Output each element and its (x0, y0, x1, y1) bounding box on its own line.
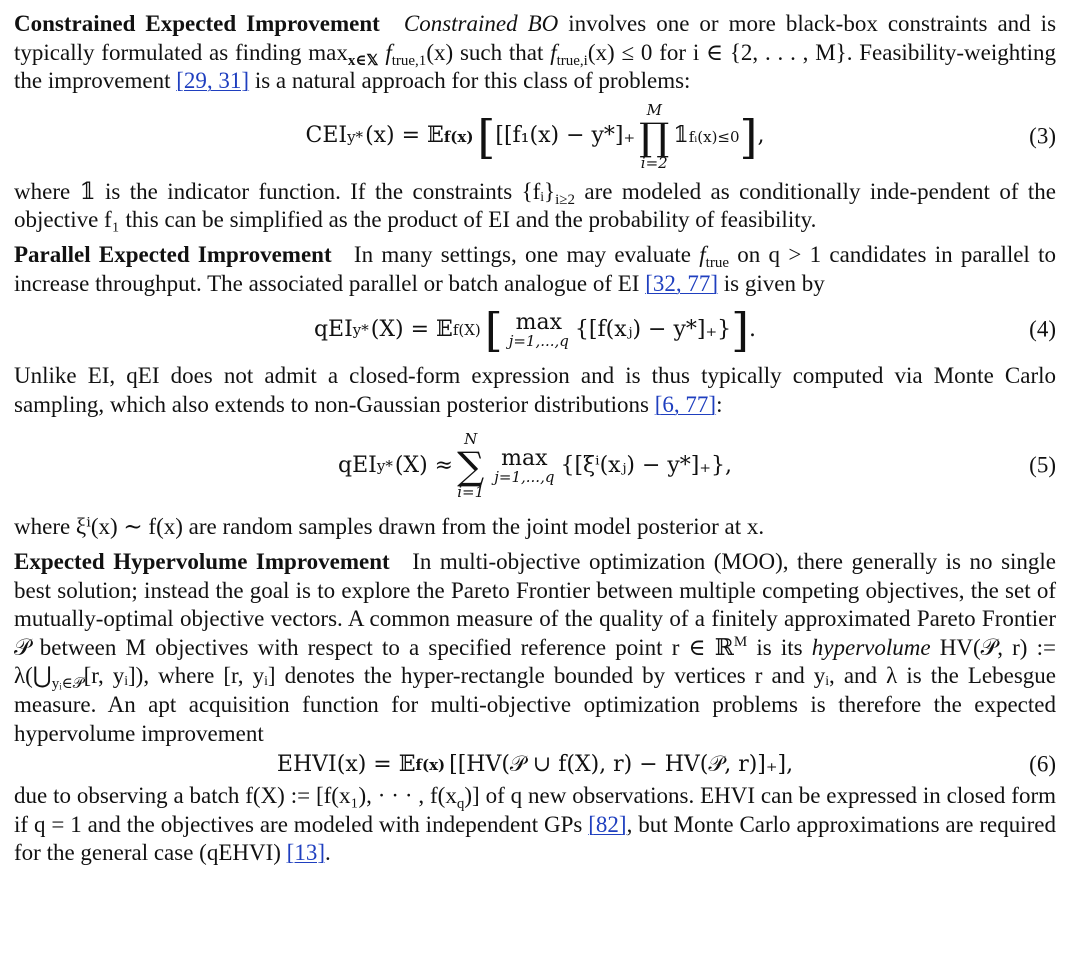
qei-after5-paragraph (14, 513, 1056, 542)
ehvi-citation-link-1[interactable]: [82] (588, 811, 627, 837)
eq3-open-bracket: [ (477, 109, 496, 164)
ehvi-paragraph (14, 548, 1056, 748)
eq3-indicator: 𝟙 (673, 123, 689, 149)
ehvi-text-italic: hypervolume (811, 634, 931, 660)
ehvi-text-sup: M (733, 633, 748, 650)
cei-paragraph (14, 10, 1056, 96)
ehvi-text-d: [r, yᵢ]), where [r, yᵢ] denotes the hyper-rectangle bounded by vertices r and yᵢ, and λ is the Lebesgue measure. An apt acquisition function for multi-objective optimization problems is therefore the expected hypervolume improvement (14, 663, 1056, 746)
ehvi-after-b: )] of q new observations. EHVI can be expressed in closed form if q = 1 and the objectives are modeled with independent GPs (14, 783, 1056, 837)
equation-5: qEI y* (X) ≈ N ∑ i=1 max j=1,...,q {[ξⁱ(xⱼ) − y*]₊}, (5) (338, 430, 1056, 502)
eq4-open-bracket: [ (484, 303, 503, 358)
ehvi-text-c-sub: yᵢ∈𝒫 (51, 676, 84, 693)
eq5-sum-operator (457, 432, 484, 500)
cei-text-b: Feasibility-weighting the improvement (14, 39, 1057, 94)
cei-citation-link[interactable]: [29, 31] (176, 68, 250, 94)
cei-math-fi-sub: true,i (556, 52, 588, 69)
eq4-lhs-arg: (X) = 𝔼 (370, 316, 453, 342)
eq3-lhs: CEI (305, 123, 348, 149)
qei-paragraph (14, 241, 1056, 298)
cei-after-b: are modeled as conditionally inde-pendent of the objective f₁ this can be simplified as the product of EI and the probability of feasibility. (14, 178, 1057, 233)
eq3-comma: , (757, 123, 765, 149)
eq4-close-bracket: ] (731, 303, 750, 358)
ehvi-citation-link-2[interactable]: [13] (286, 840, 325, 866)
qei-citation-link[interactable]: [32, 77] (645, 270, 719, 296)
eq6-number: (6) (1029, 751, 1056, 777)
eq3-product-operator (639, 100, 670, 172)
cei-math-argmax-sub: x∈𝕏 (347, 52, 379, 69)
cei-math-f: f (385, 39, 392, 65)
qei-after-b: : (716, 391, 723, 417)
qei-text-b: on q > 1 candidates in parallel to increase throughput. The associated parallel or batch analogue of EI (14, 241, 1056, 296)
eq6-body: [[HV(𝒫 ∪ f(X), r) − HV(𝒫, r)]₊], (449, 751, 794, 777)
ehvi-after-sub: q (456, 796, 465, 813)
eq5-lhs: qEI (338, 453, 377, 479)
eq5-body: {[ξⁱ(xⱼ) − y*]₊}, (560, 453, 732, 479)
ehvi-after-paragraph (14, 782, 1056, 868)
eq4-max-operator (509, 311, 569, 350)
cei-text-c: is a natural approach for this class of problems: (254, 68, 691, 94)
qei-after-citation-link[interactable]: [6, 77] (654, 391, 717, 417)
eq5-number: (5) (1029, 453, 1056, 479)
eq4-number: (4) (1029, 316, 1056, 342)
cei-after-sub: i≥2 (555, 191, 575, 208)
qei-text-c: is given by (723, 270, 825, 296)
eq5-sum-bottom: i=1 (457, 483, 485, 502)
eq5-max: max (501, 445, 548, 471)
cei-math-f-sub: true,1 (391, 52, 427, 69)
qei-after5: where ξⁱ(x) ∼ f(x) are random samples drawn from the joint model posterior at x. (14, 514, 765, 540)
ehvi-after-a: due to observing a batch f(X) := [f(x₁), · · · , f(x (14, 783, 457, 809)
eq4-period: . (749, 316, 757, 342)
eq5-sum-symbol: ∑ (457, 444, 485, 489)
ehvi-after-c: , but Monte Carlo approximations are required for the general case (qEHVI) (14, 811, 1057, 866)
cei-math-argmax: max (308, 39, 348, 65)
ehvi-heading: Expected Hypervolume Improvement (14, 548, 390, 574)
eq5-lhs-arg: (X) ≈ (394, 453, 454, 479)
eq3-close-bracket: ] (739, 109, 758, 164)
eq3-body-open: [[f₁(x) − y*]₊ (495, 123, 636, 149)
equation-6: EHVI(x) = 𝔼 f(x) [[HV(𝒫 ∪ f(X), r) − HV(𝒫, r)]₊], (6) (14, 748, 1056, 782)
qei-after-a: Unlike EI, qEI does not admit a closed-form expression and is thus typically computed via Monte Carlo sampling, which also extends to non-Gaussian posterior distributions (14, 363, 1056, 417)
cei-math-constraint: (x) ≤ 0 for i ∈ {2, . . . , M}. (587, 39, 853, 65)
eq3-prod-top: M (646, 100, 662, 119)
eq6-lhs: EHVI(x) = 𝔼 (276, 751, 416, 777)
eq4-lhs: qEI (313, 316, 353, 342)
eq3-lhs-arg: (x) = 𝔼 (365, 123, 444, 149)
cei-lead-italic: Constrained BO (403, 11, 559, 36)
eq3-number: (3) (1029, 123, 1056, 149)
cei-heading: Constrained Expected Improvement (14, 11, 380, 36)
cei-math-fx: (x) such that (426, 39, 544, 65)
cei-math-fi: f (550, 39, 557, 65)
ehvi-after-d: . (325, 840, 331, 866)
equation-4: qEI y* (X) = 𝔼 f(X) [ max j=1,...,q {[f(xⱼ) − y*]₊} ] . (4) (313, 303, 1056, 358)
eq4-max-sub: j=1,...,q (508, 331, 569, 350)
cei-text-a: involves one or more black-box constraints and is typically formulated as finding (14, 11, 1057, 65)
qei-heading: Parallel Expected Improvement (14, 241, 332, 267)
equation-3: CEI y* (x) = 𝔼 f(x) [ [[f₁(x) − y*]₊ M ∏ i=2 𝟙 fᵢ(x)≤0 ] , (3) (305, 100, 1056, 172)
ehvi-text-c: HV(𝒫, r) := λ(⋃ (14, 634, 1056, 689)
cei-after-paragraph (14, 178, 1056, 235)
qei-after-paragraph (14, 362, 1056, 419)
eq4-max: max (515, 309, 562, 335)
ehvi-text-a: In multi-objective optimization (MOO), there generally is no single best solution; instead the goal is to explore the Pareto Frontier between multiple competing objectives, the set of mutually-optimal objective vectors. A common measure of the quality of a finitely approximated Pareto Frontier 𝒫 between M objectives with respect to a specified reference point r ∈ ℝ (14, 548, 1057, 660)
eq5-sum-top: N (464, 430, 478, 449)
eq5-max-sub: j=1,...,q (494, 468, 555, 487)
eq4-body: {[f(xⱼ) − y*]₊} (574, 316, 732, 342)
eq3-prod-bottom: i=2 (640, 153, 668, 172)
qei-math-f-sub: true (705, 254, 729, 271)
eq3-prod-symbol: ∏ (639, 114, 670, 159)
qei-math-f: f (699, 241, 706, 267)
eq5-max-operator (494, 447, 554, 486)
ehvi-text-b: is its (756, 634, 803, 660)
cei-after-a: where 𝟙 is the indicator function. If the constraints {fᵢ} (14, 178, 556, 204)
qei-text-a: In many settings, one may evaluate (353, 241, 691, 267)
